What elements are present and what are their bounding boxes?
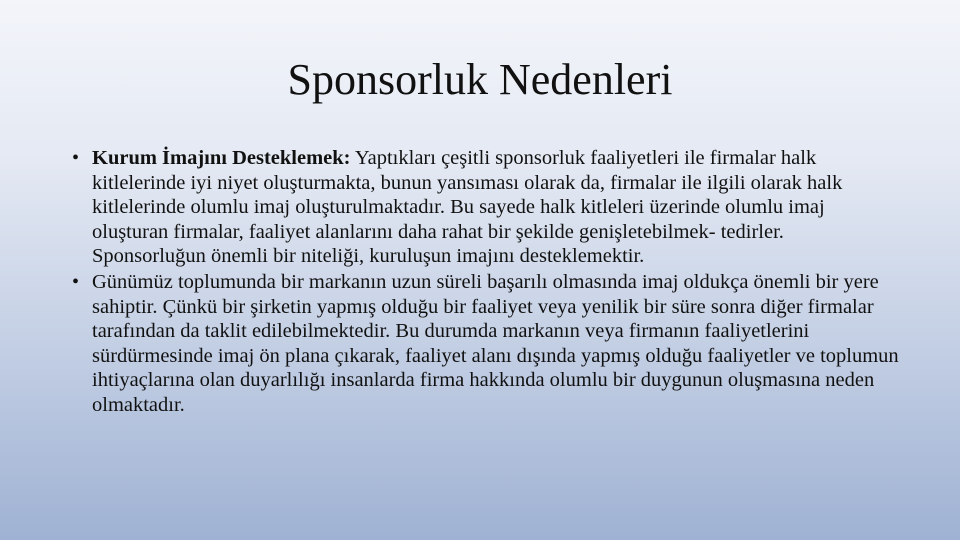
slide-body	[70, 146, 900, 419]
bullet-marker: •	[72, 270, 80, 293]
bullet-text: Günümüz toplumunda bir markanın uzun süreli başarılı olmasında imaj oldukça önemli bir yere sahiptir. Çünkü bir şirketin yapmış olduğu bir faaliyet veya yenilik bir süre sonra diğer firmalar tarafından da taklit edilebilmektedir. Bu durumda markanın veya firmanın faaliyetlerini sürdürmesinde imaj ön plana çıkarak, faaliyet alanı dışında yapmış olduğu faaliyetler ve toplumun ihtiyaçlarına olan duyarlılığı insanlarda firma hakkında olumlu bir duygunun oluşmasına neden olmaktadır.	[92, 270, 899, 416]
bullet-text: Yaptıkları çeşitli sponsorluk faaliyetleri ile firmalar halk kitlelerinde iyi niyet oluşturmakta, bunun yansıması olarak da, firmalar ile ilgili olarak halk kitlelerinde olumlu imaj oluşturulmaktadır. Bu sayede halk kitleleri üzerinde olumlu imaj oluşturan firmalar, faaliyet alanlarını daha rahat bir şekilde genişletebilmek- tedirler. Sponsorluğun önemli bir niteliği, kuruluşun imajını desteklemektir.	[92, 147, 843, 268]
bullet-marker: •	[72, 147, 80, 169]
bullet-bold-lead: Kurum İmajını Desteklemek:	[92, 147, 351, 169]
bullet-item	[70, 270, 900, 418]
bullet-item	[70, 146, 900, 269]
slide-title: Sponsorluk Nedenleri	[287, 55, 673, 104]
